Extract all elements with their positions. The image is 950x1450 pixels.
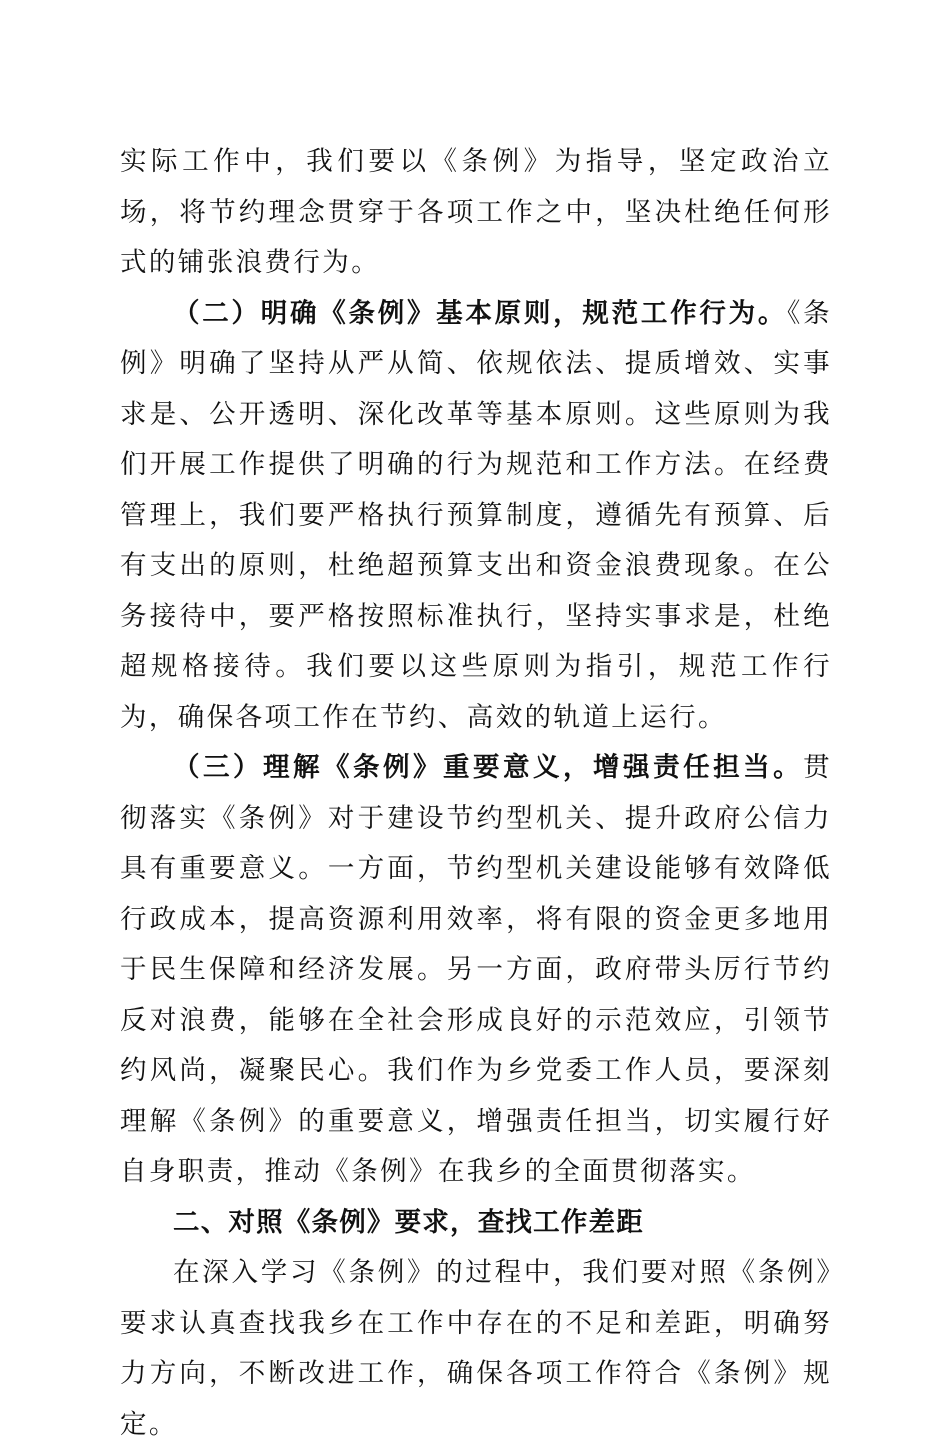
paragraph-significance: [120, 743, 832, 1198]
section-heading-2: 二、对照《条例》要求，查找工作差距: [173, 1206, 644, 1238]
paragraph-final: 在深入学习《条例》的过程中，我们要对照《条例》要求认真查找我乡在工作中存在的不足和差距，明确努力方向，不断改进工作，确保各项工作符合《条例》规定。: [120, 1257, 832, 1440]
paragraph-intro: 实际工作中，我们要以《条例》为指导，坚定政治立场，将节约理念贯穿于各项工作之中，坚决杜绝任何形式的铺张浪费行为。: [120, 146, 832, 278]
document-page: [120, 137, 832, 1450]
paragraph-significance-body: 贯彻落实《条例》对于建设节约型机关、提升政府公信力具有重要意义。一方面，节约型机关建设能够有效降低行政成本，提高资源利用效率，将有限的资金更多地用于民生保障和经济发展。另一方面，政府带头厉行节约反对浪费，能够在全社会形成良好的示范效应，引领节约风尚，凝聚民心。我们作为乡党委工作人员，要深刻理解《条例》的重要意义，增强责任担当，切实履行好自身职责，推动《条例》在我乡的全面贯彻落实。: [120, 752, 832, 1187]
paragraph-principles: [120, 289, 832, 744]
subheading-significance: （三）理解《条例》重要意义，增强责任担当。: [173, 752, 804, 783]
paragraph-principles-body: 《条例》明确了坚持从严从简、依规依法、提质增效、实事求是、公开透明、深化改革等基本原则。这些原则为我们开展工作提供了明确的行为规范和工作方法。在经费管理上，我们要严格执行预算制度，遵循先有预算、后有支出的原则，杜绝超预算支出和资金浪费现象。在公务接待中，要严格按照标准执行，坚持实事求是，杜绝超规格接待。我们要以这些原则为指引，规范工作行为，确保各项工作在节约、高效的轨道上运行。: [120, 297, 832, 733]
subheading-principles: （二）明确《条例》基本原则，规范工作行为。: [173, 297, 788, 329]
